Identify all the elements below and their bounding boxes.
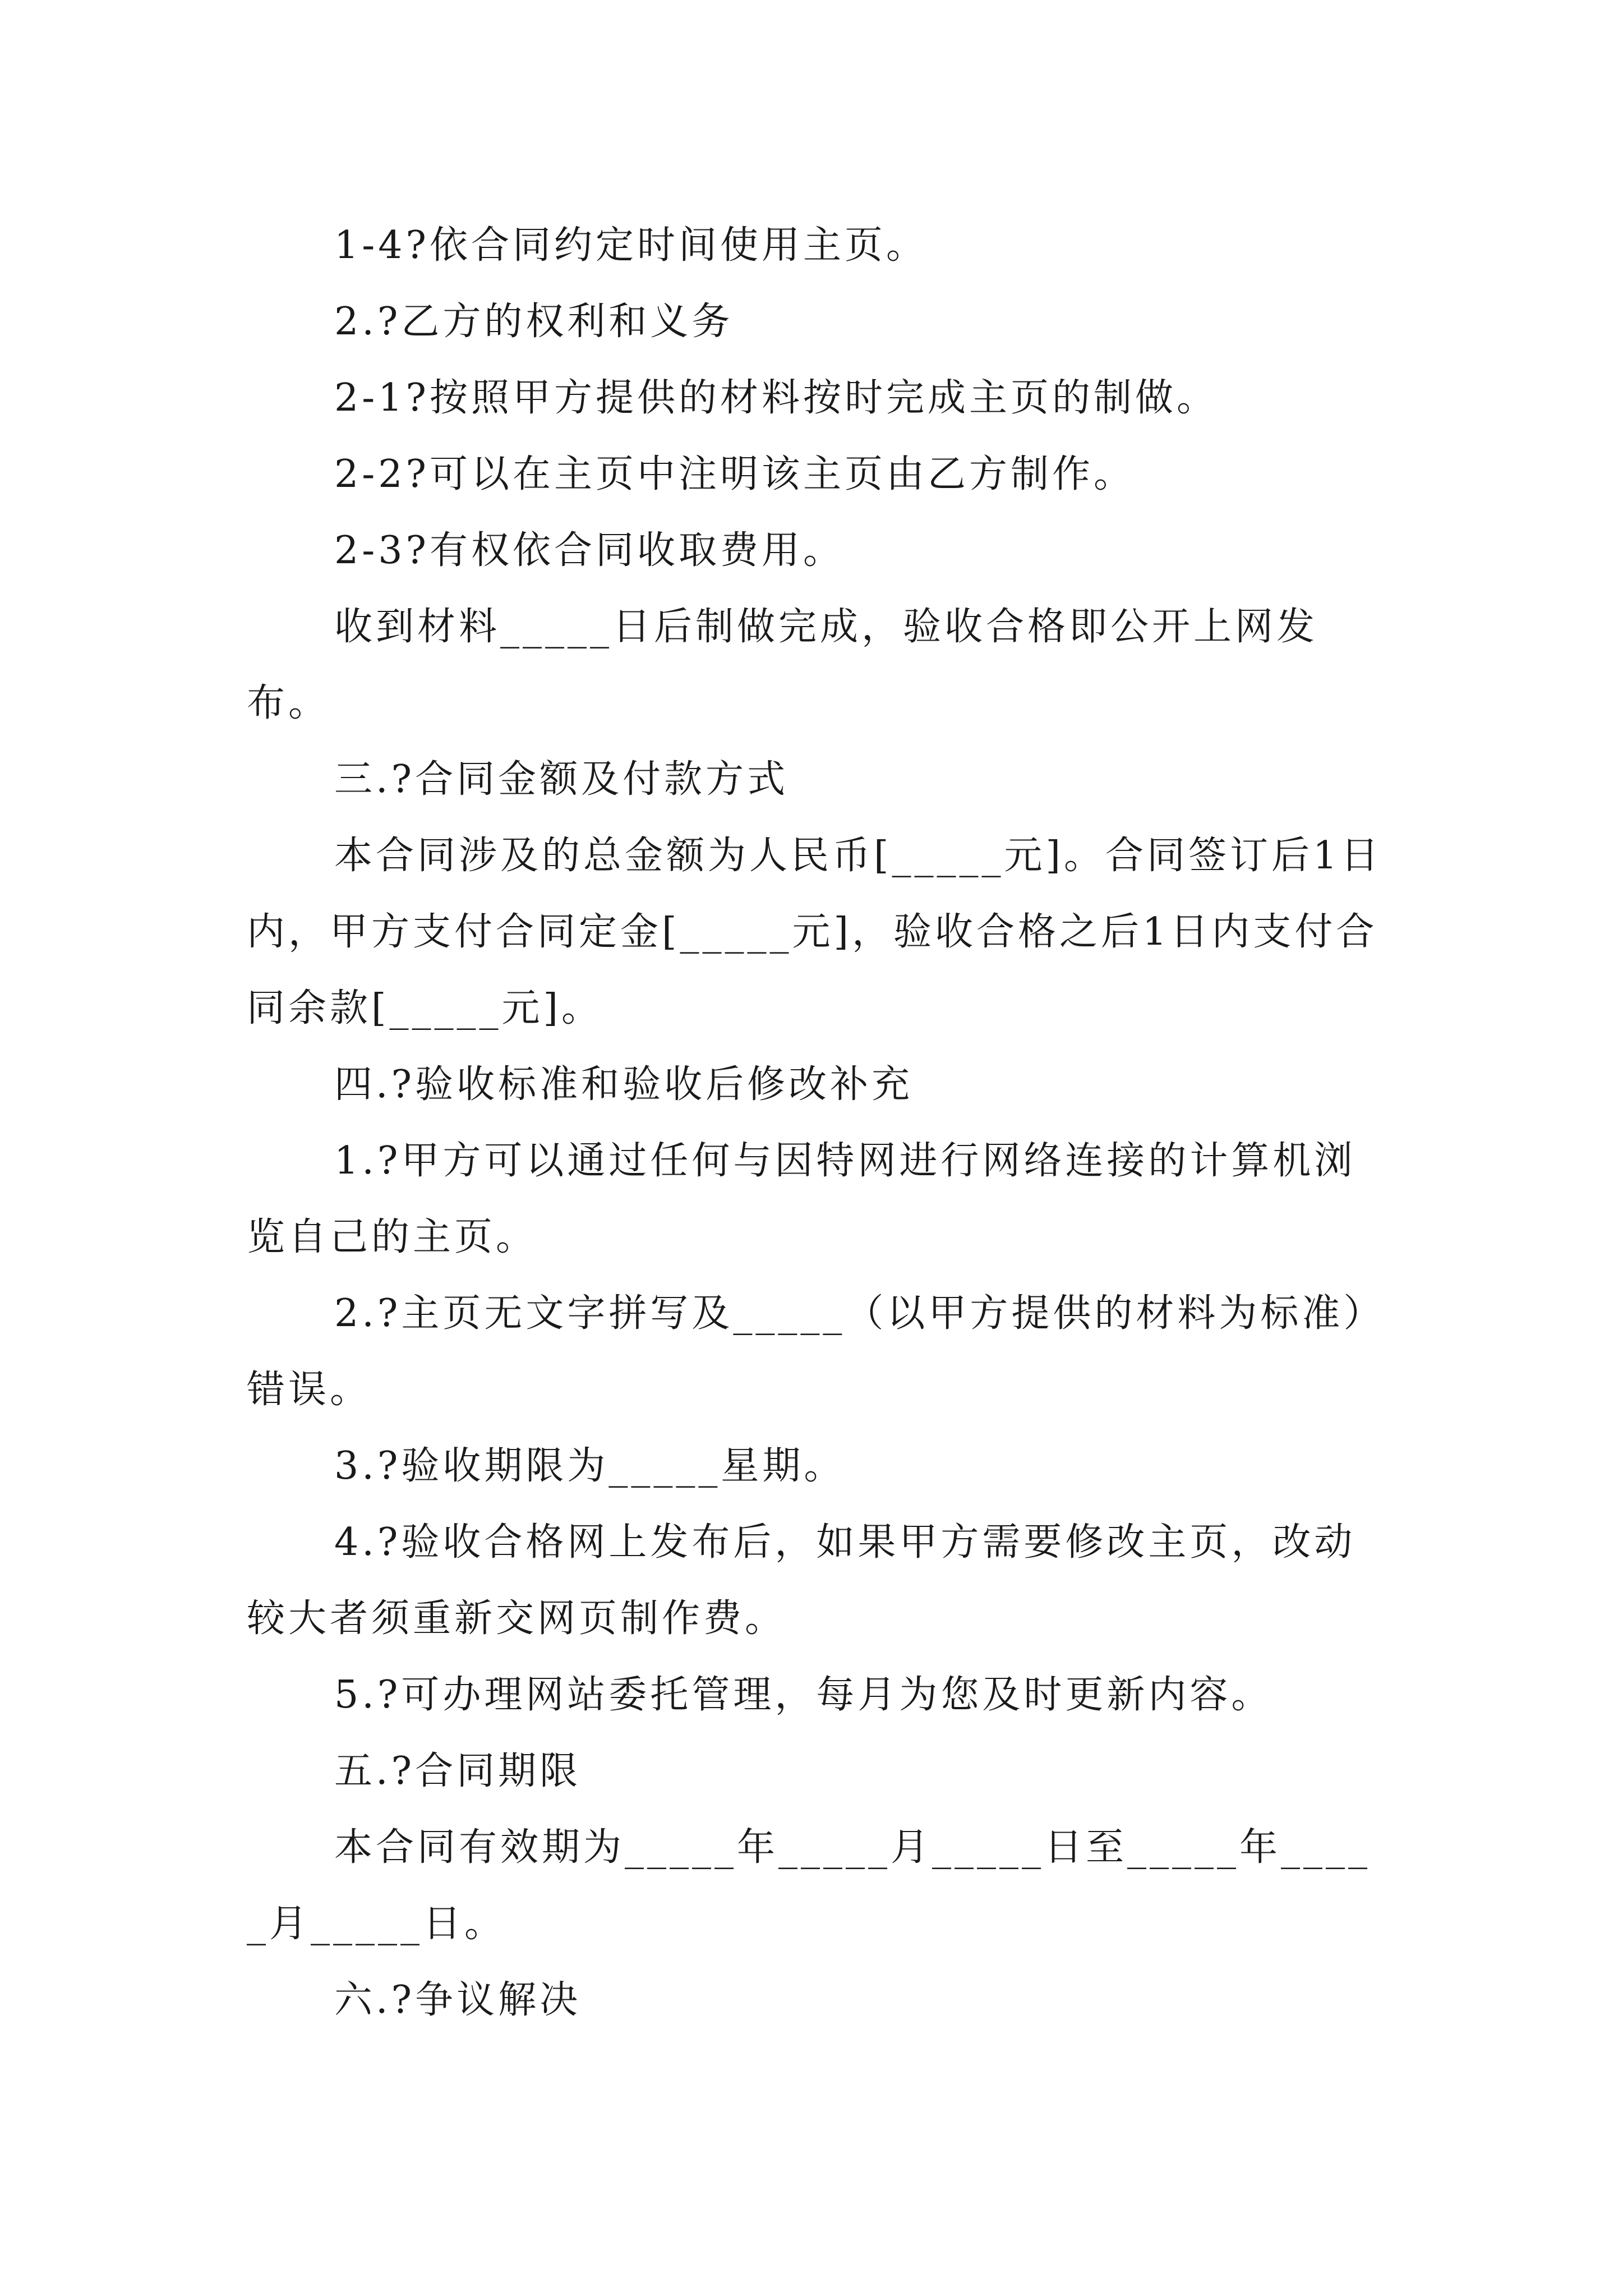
paragraph-acceptance-5: 5.?可办理网站委托管理，每月为您及时更新内容。 (334, 1673, 1273, 1717)
paragraph-delivery: 收到材料_____日后制做完成，验收合格即公开上网发布。 (247, 605, 1318, 725)
paragraph-2-2: 2-2?可以在主页中注明该主页由乙方制作。 (334, 452, 1135, 496)
document-body (247, 208, 1385, 2039)
paragraph-2-1: 2-1?按照甲方提供的材料按时完成主页的制做。 (334, 376, 1218, 420)
paragraph-term: 本合同有效期为_____年_____月_____日至_____年_____月_____日。 (247, 1825, 1371, 1946)
paragraph-acceptance-4: 4.?验收合格网上发布后，如果甲方需要修改主页，改动较大者须重新交网页制作费。 (247, 1520, 1356, 1641)
section-heading-4: 四.?验收标准和验收后修改补充 (334, 1062, 914, 1107)
paragraph-acceptance-2: 2.?主页无文字拼写及_____（以甲方提供的材料为标准）错误。 (247, 1291, 1385, 1412)
paragraph-1-4: 1-4?依合同约定时间使用主页。 (334, 223, 928, 268)
paragraph-2-3: 2-3?有权依合同收取费用。 (334, 528, 845, 573)
paragraph-acceptance-3: 3.?验收期限为_____星期。 (334, 1444, 846, 1488)
paragraph-party-b-heading: 2.?乙方的权利和义务 (334, 300, 734, 344)
section-heading-5: 五.?合同期限 (334, 1749, 582, 1793)
paragraph-acceptance-1: 1.?甲方可以通过任何与因特网进行网络连接的计算机浏览自己的主页。 (247, 1139, 1356, 1259)
section-heading-6: 六.?争议解决 (334, 1978, 582, 2022)
paragraph-amount: 本合同涉及的总金额为人民币[_____元]。合同签订后1日内，甲方支付合同定金[_____元]，验收合格之后1日内支付合同余款[_____元]。 (247, 834, 1382, 1030)
section-heading-3: 三.?合同金额及付款方式 (334, 757, 789, 802)
